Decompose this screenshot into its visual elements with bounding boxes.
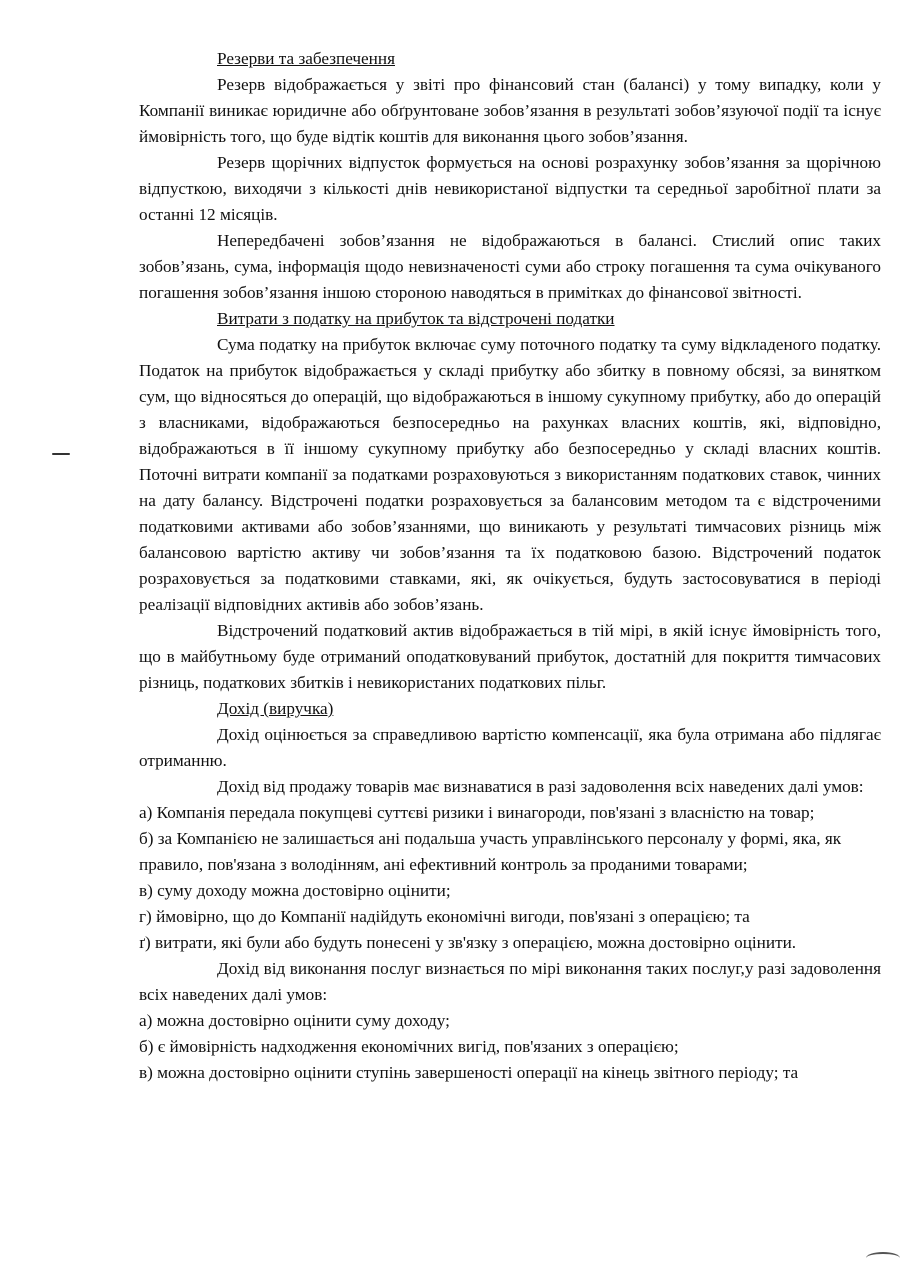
list-item: б) за Компанією не залишається ані подальша участь управлінського персоналу у формі, яка, як правило, пов'язана з володінням, ані ефективний контроль за проданими товарами; <box>139 829 842 874</box>
paragraph: Резерв щорічних відпусток формується на основі розрахунку зобов’язання за щорічною відпусткою, виходячи з кількості днів невикористаної відпустки та середньої заробітної плати за останні 12 місяців. <box>139 153 881 224</box>
list-item: б) є ймовірність надходження економічних вигід, пов'язаних з операцією; <box>139 1037 679 1056</box>
paragraph: Непередбачені зобов’язання не відображаються в балансі. Стислий опис таких зобов’язань, сума, інформація щодо невизначеності суми або строку погашення та сума очікуваного погашення зобов’язання іншою стороною наводяться в примітках до фінансової звітності. <box>139 231 881 302</box>
list-item: в) суму доходу можна достовірно оцінити; <box>139 881 451 900</box>
paragraph: Резерв відображається у звіті про фінансовий стан (балансі) у тому випадку, коли у Компанії виникає юридичне або обґрунтоване зобов’язання в результаті зобов’язуючої події та існує ймовірність того, що буде відтік коштів для виконання цього зобов’язання. <box>139 75 881 146</box>
list-item: а) можна достовірно оцінити суму доходу; <box>139 1011 450 1030</box>
document-body <box>139 46 881 1086</box>
section-heading-revenue: Дохід (виручка) <box>217 699 334 718</box>
list-item: а) Компанія передала покупцеві суттєві ризики і винагороди, пов'язані з власністю на товар; <box>139 803 815 822</box>
paragraph: Дохід оцінюється за справедливою вартістю компенсації, яка була отримана або підлягає отриманню. <box>139 725 881 770</box>
list-item: г) ймовірно, що до Компанії надійдуть економічні вигоди, пов'язані з операцією; та <box>139 907 750 926</box>
page-corner-mark <box>866 1252 900 1264</box>
list-item: в) можна достовірно оцінити ступінь завершеності операції на кінець звітного періоду; та <box>139 1063 799 1082</box>
paragraph: Відстрочений податковий актив відображається в тій мірі, в якій існує ймовірність того, що в майбутньому буде отриманий оподатковуваний прибуток, достатній для покриття тимчасових різниць, податкових збитків і невикористаних податкових пільг. <box>139 621 881 692</box>
section-heading-reserves: Резерви та забезпечення <box>217 49 395 68</box>
paragraph: Дохід від виконання послуг визнається по мірі виконання таких послуг,у разі задоволення всіх наведених далі умов: <box>139 959 881 1004</box>
list-item: ґ) витрати, які були або будуть понесені у зв'язку з операцією, можна достовірно оцінити. <box>139 933 797 952</box>
paragraph: Сума податку на прибуток включає суму поточного податку та суму відкладеного податку. Податок на прибуток відображається у складі прибутку або збитку в повному обсязі, за винятком сум, що відносяться до операцій, що відображаються в іншому сукупному прибутку, або до операцій з власниками, відображаються безпосередньо на рахунках власних коштів, які, відповідно, відображаються в її іншому сукупному прибутку або безпосередньо у складі власних коштів. Поточні витрати компанії за податками розраховуються з використанням податкових ставок, чинних на дату балансу. Відстрочені податки розраховується за балансовим методом та є відстроченими податковими активами або зобов’язаннями, що виникають у результаті тимчасових різниць між балансовою вартістю активу чи зобов’язання та їх податковою базою. Відстрочений податок розраховується за податковими ставками, які, як очікується, будуть застосовуватися в періоді реалізації відповідних активів або зобов’язань. <box>139 335 881 614</box>
section-heading-income-tax: Витрати з податку на прибуток та відстрочені податки <box>217 309 615 328</box>
paragraph: Дохід від продажу товарів має визнаватися в разі задоволення всіх наведених далі умов: <box>217 777 864 796</box>
margin-mark <box>52 453 70 455</box>
